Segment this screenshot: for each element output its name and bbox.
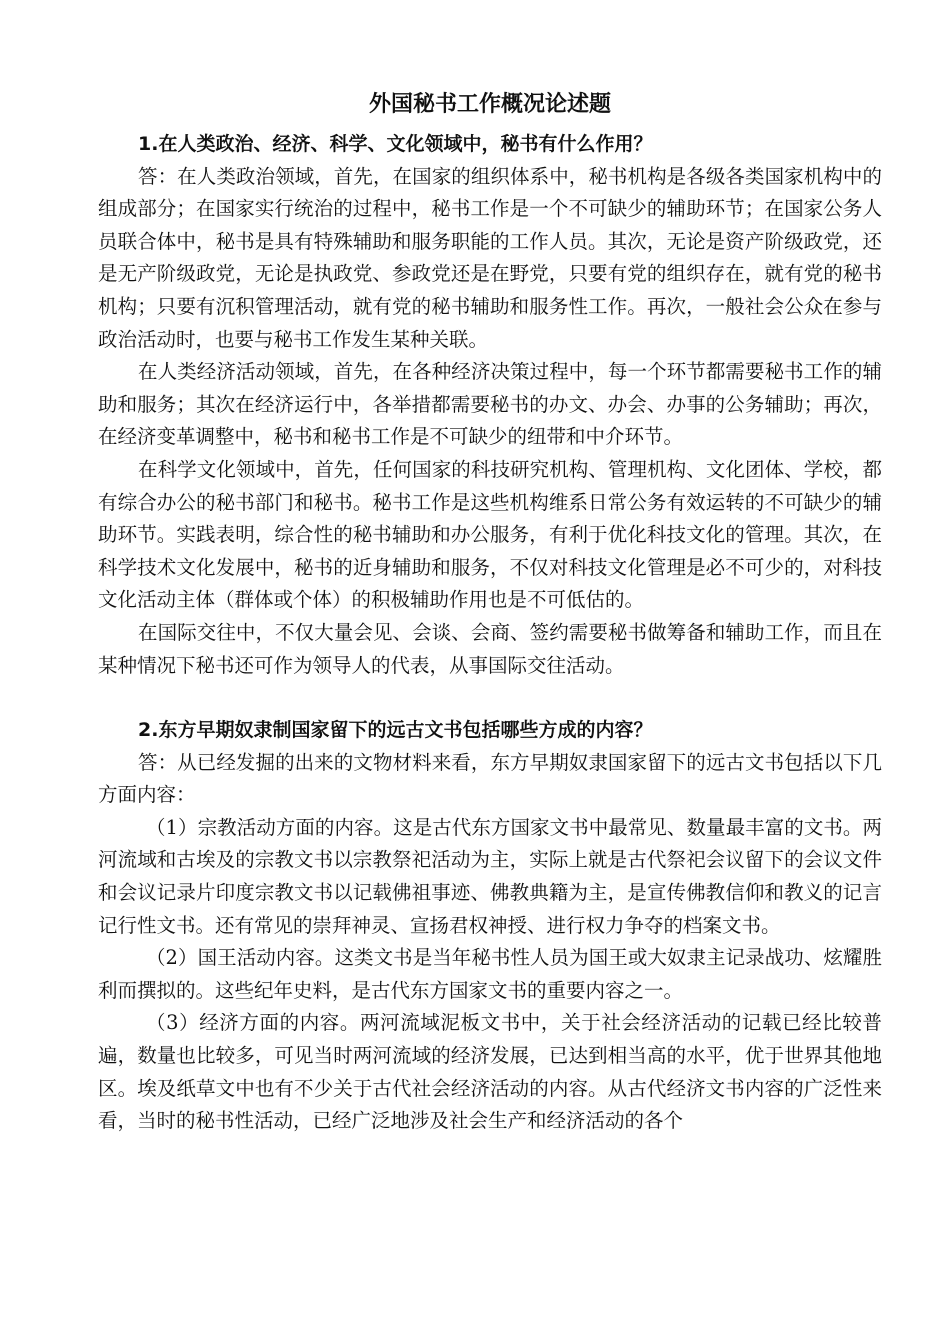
body-paragraph: 在科学文化领域中，首先，任何国家的科技研究机构、管理机构、文化团体、学校，都有综合办公的秘书部门和秘书。秘书工作是这些机构维系日常公务有效运转的不可缺少的辅助环节。实践表明，综合性的秘书辅助和办公服务，有利于优化科技文化的管理。其次，在科学技术文化发展中，秘书的近身辅助和服务，不仅对科技文化管理是必不可少的，对科技文化活动主体（群体或个体）的积极辅助作用也是不可低估的。 (98, 457, 882, 612)
section-1 (98, 128, 882, 682)
section-2 (98, 714, 882, 1138)
body-paragraph: 在人类经济活动领域，首先，在各种经济决策过程中，每一个环节都需要秘书工作的辅助和服务；其次在经济运行中，各举措都需要秘书的办文、办会、办事的公务辅助；再次，在经济变革调整中，秘书和秘书工作是不可缺少的纽带和中介环节。 (98, 360, 882, 449)
list-item: （1）宗教活动方面的内容。这是古代东方国家文书中最常见、数量最丰富的文书。两河流域和古埃及的宗教文书以宗教祭祀活动为主，实际上就是古代祭祀会议留下的会议文件和会议记录片印度宗教文书以记载佛祖事迹、佛教典籍为主，是宣传佛教信仰和教义的记言记行性文书。还有常见的崇拜神灵、宣扬君权神授、进行权力争夺的档案文书。 (98, 815, 882, 937)
question-heading: 1.在人类政治、经济、科学、文化领域中，秘书有什么作用？ (138, 133, 653, 155)
section-spacer (98, 682, 882, 714)
list-item: （3）经济方面的内容。两河流域泥板文书中，关于社会经济活动的记载已经比较普遍，数量也比较多，可见当时两河流域的经济发展，已达到相当高的水平，优于世界其他地区。埃及纸草文中也有不少关于古代社会经济活动的内容。从古代经济文书内容的广泛性来看，当时的秘书性活动，已经广泛地涉及社会生产和经济活动的各个 (98, 1011, 882, 1133)
document-title: 外国秘书工作概况论述题 (368, 92, 611, 117)
question-heading: 2.东方早期奴隶制国家留下的远古文书包括哪些方成的内容？ (138, 719, 653, 742)
list-item: （2）国王活动内容。这类文书是当年秘书性人员为国王或大奴隶主记录战功、炫耀胜利而撰拟的。这些纪年史料，是古代东方国家文书的重要内容之一。 (98, 946, 882, 1002)
answer-paragraph: 答：在人类政治领域，首先，在国家的组织体系中，秘书机构是各级各类国家机构中的组成部分；在国家实行统治的过程中，秘书工作是一个不可缺少的辅助环节；在国家公务人员联合体中，秘书是具有特殊辅助和服务职能的工作人员。其次，无论是资产阶级政党，还是无产阶级政党，无论是执政党、参政党还是在野党，只要有党的组织存在，就有党的秘书机构；只要有沉积管理活动，就有党的秘书辅助和服务性工作。再次，一般社会公众在参与政治活动时，也要与秘书工作发生某种关联。 (98, 164, 882, 351)
document-page (98, 88, 882, 1138)
answer-paragraph: 答：从已经发掘的出来的文物材料来看，东方早期奴隶国家留下的远古文书包括以下几方面内容： (98, 750, 882, 807)
body-paragraph: 在国际交往中，不仅大量会见、会谈、会商、签约需要秘书做筹备和辅助工作，而且在某种情况下秘书还可作为领导人的代表，从事国际交往活动。 (98, 620, 882, 677)
